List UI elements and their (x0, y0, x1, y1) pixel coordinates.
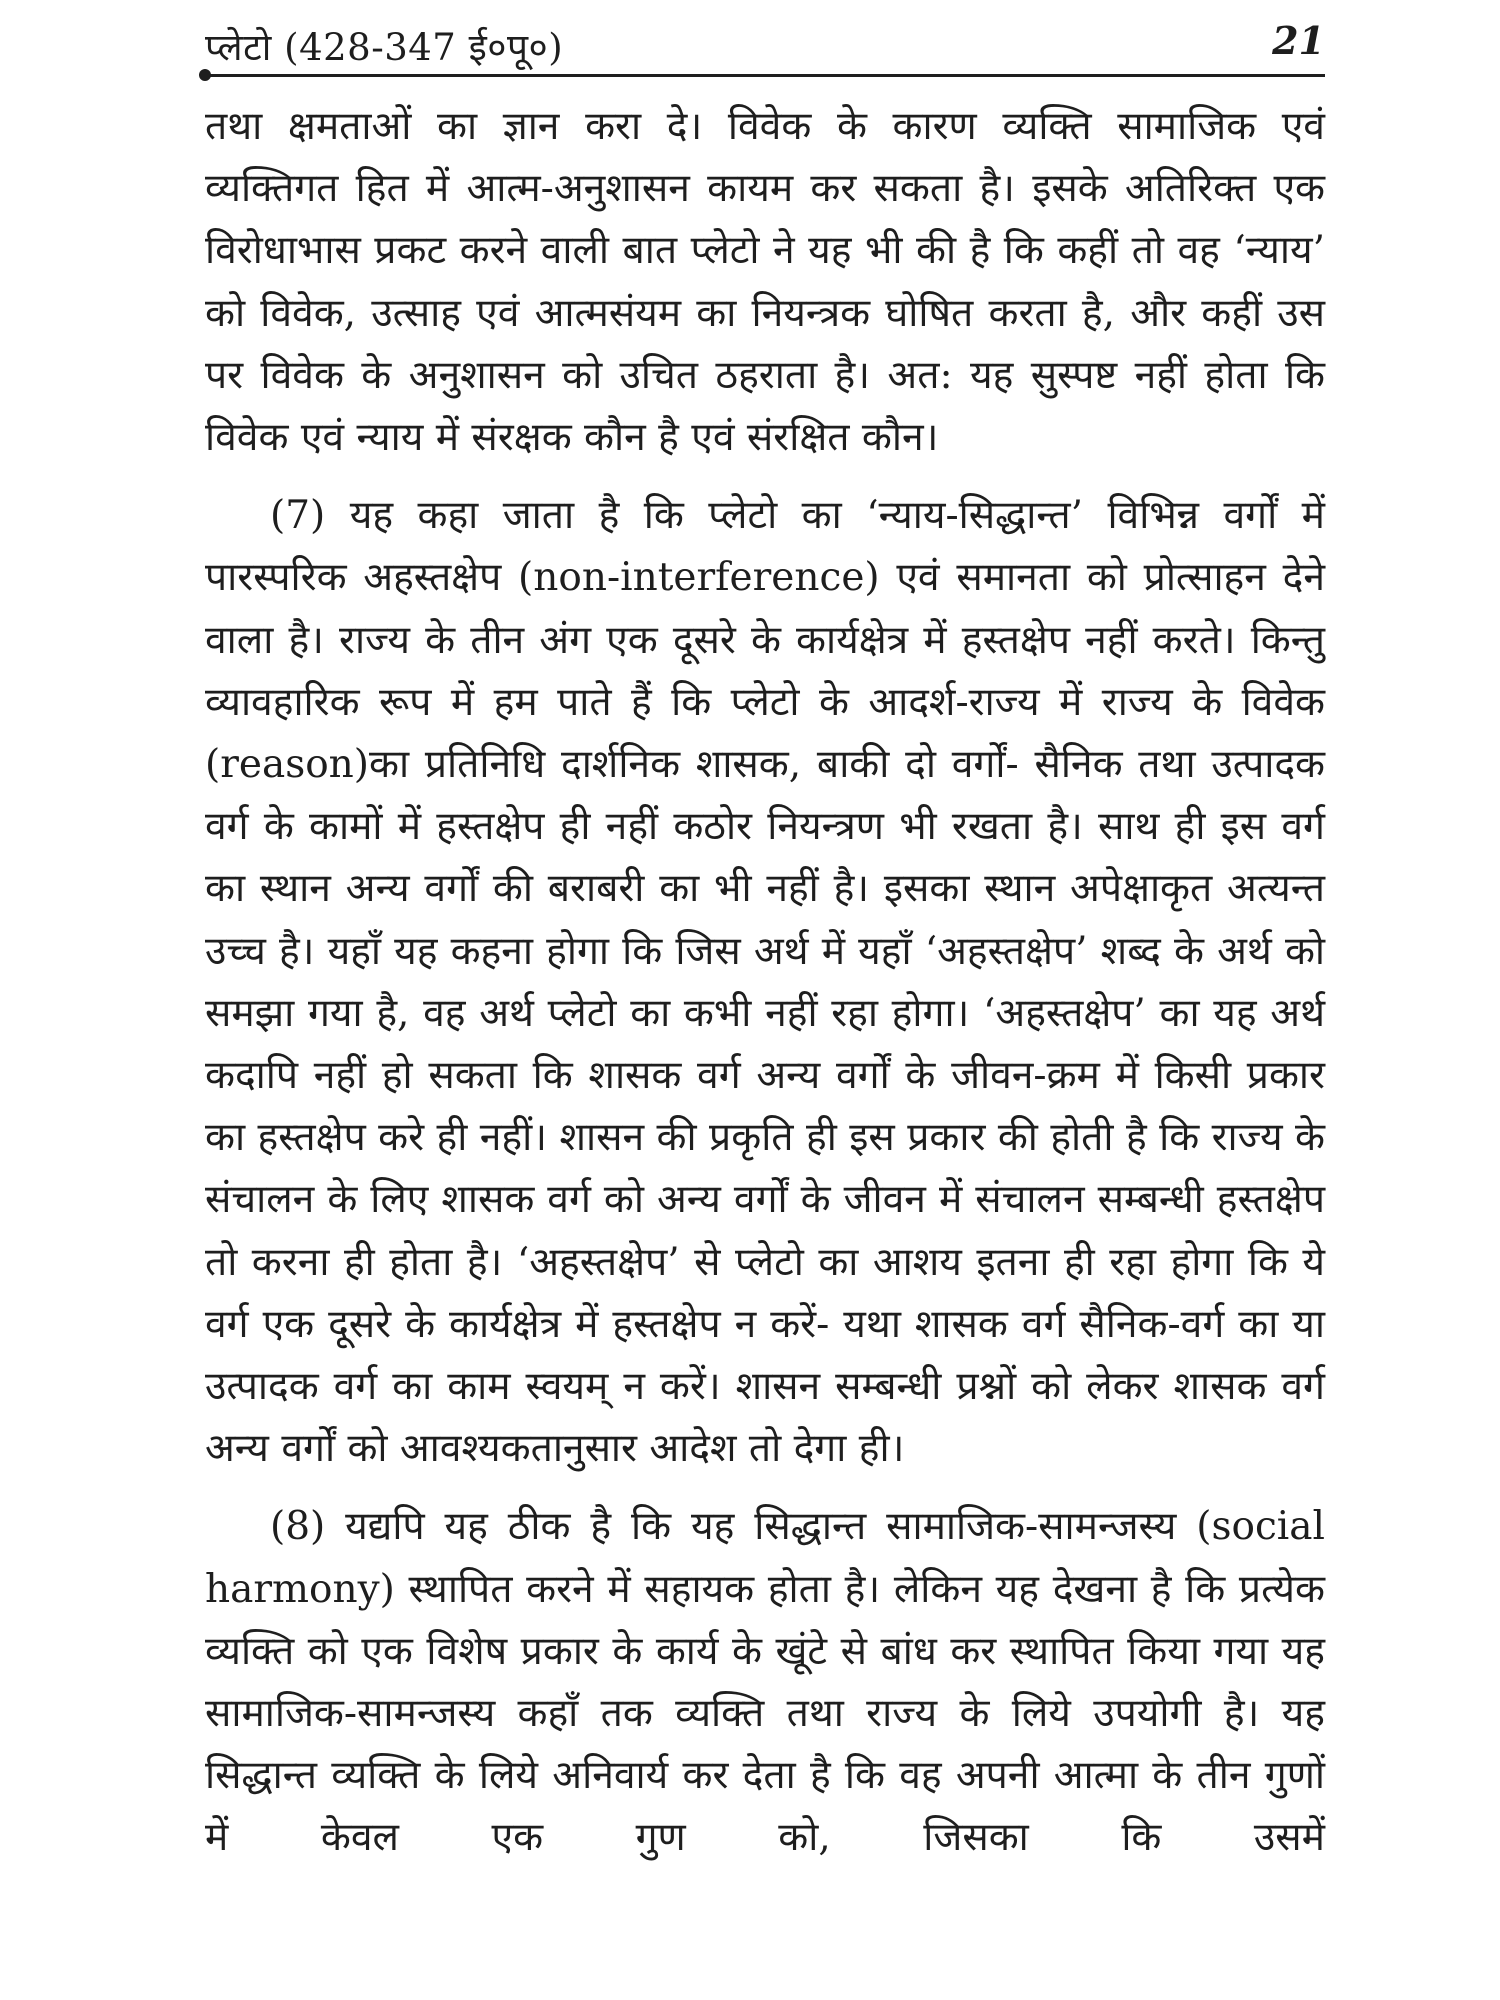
page-header (205, 14, 1325, 74)
running-head: प्लेटो (428-347 ई०पू०) (205, 26, 564, 69)
header-rule-dot (199, 69, 211, 81)
paragraph-point-8: (8) यद्यपि यह ठीक है कि यह सिद्धान्त सामाजिक-सामन्जस्य (social harmony) स्थापित करने में सहायक होता है। लेकिन यह देखना है कि प्रत्येक व्यक्ति को एक विशेष प्रकार के कार्य के खूंटे से बांध कर स्थापित किया गया यह सामाजिक-सामन्जस्य कहाँ तक व्यक्ति तथा राज्य के लिये उपयोगी है। यह सिद्धान्त व्यक्ति के लिये अनिवार्य कर देता है कि वह अपनी आत्मा के तीन गुणों में केवल एक गुण को, जिसका कि उसमें (205, 1504, 1325, 1861)
paragraph-point-7: (7) यह कहा जाता है कि प्लेटो का ‘न्याय-सिद्धान्त’ विभिन्न वर्गों में पारस्परिक अहस्तक्षेप (non-interference) एवं समानता को प्रोत्साहन देने वाला है। राज्य के तीन अंग एक दूसरे के कार्यक्षेत्र में हस्तक्षेप नहीं करते। किन्तु व्यावहारिक रूप में हम पाते हैं कि प्लेटो के आदर्श-राज्य में राज्य के विवेक (reason)का प्रतिनिधि दार्शनिक शासक, बाकी दो वर्गों- सैनिक तथा उत्पादक वर्ग के कामों में हस्तक्षेप ही नहीं कठोर नियन्त्रण भी रखता है। साथ ही इस वर्ग का स्थान अन्य वर्गों की बराबरी का भी नहीं है। इसका स्थान अपेक्षाकृत अत्यन्त उच्च है। यहाँ यह कहना होगा कि जिस अर्थ में यहाँ ‘अहस्तक्षेप’ शब्द के अर्थ को समझा गया है, वह अर्थ प्लेटो का कभी नहीं रहा होगा। ‘अहस्तक्षेप’ का यह अर्थ कदापि नहीं हो सकता कि शासक वर्ग अन्य वर्गों के जीवन-क्रम में किसी प्रकार का हस्तक्षेप करे ही नहीं। शासन की प्रकृति ही इस प्रकार की होती है कि राज्य के संचालन के लिए शासक वर्ग को अन्य वर्गों के जीवन में संचालन सम्बन्धी हस्तक्षेप तो करना ही होता है। ‘अहस्तक्षेप’ से प्लेटो का आशय इतना ही रहा होगा कि ये वर्ग एक दूसरे के कार्यक्षेत्र में हस्तक्षेप न करें- यथा शासक वर्ग सैनिक-वर्ग का या उत्पादक वर्ग का काम स्वयम् न करें। शासन सम्बन्धी प्रश्नों को लेकर शासक वर्ग अन्य वर्गों को आवश्यकतानुसार आदेश तो देगा ही। (205, 493, 1325, 1472)
header-rule (205, 74, 1325, 77)
page-number: 21 (1272, 18, 1325, 63)
paragraph-continuation: तथा क्षमताओं का ज्ञान करा दे। विवेक के कारण व्यक्ति सामाजिक एवं व्यक्तिगत हित में आत्म-अनुशासन कायम कर सकता है। इसके अतिरिक्त एक विरोधाभास प्रकट करने वाली बात प्लेटो ने यह भी की है कि कहीं तो वह ‘न्याय’ को विवेक, उत्साह एवं आत्मसंयम का नियन्त्रक घोषित करता है, और कहीं उस पर विवेक के अनुशासन को उचित ठहराता है। अत: यह सुस्पष्ट नहीं होता कि विवेक एवं न्याय में संरक्षक कौन है एवं संरक्षित कौन। (205, 104, 1325, 461)
body-text (205, 96, 1325, 1870)
